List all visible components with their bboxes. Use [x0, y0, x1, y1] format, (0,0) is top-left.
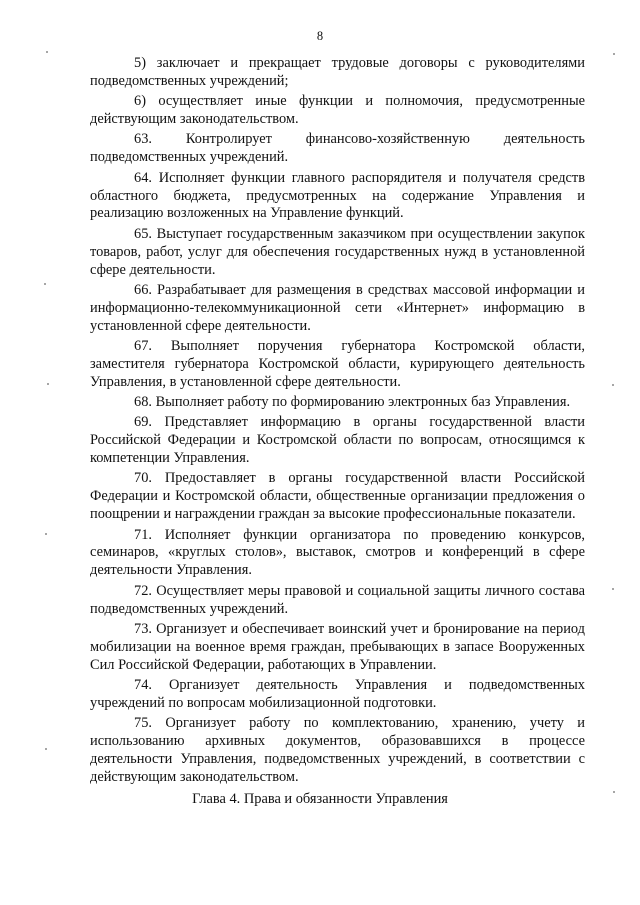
scan-mark: [45, 533, 47, 535]
paragraph-64: 64. Исполняет функции главного распорядителя и получателя средств областного бюджета, предусмотренных на содержание Управления и реализацию возложенных на Управление функций.: [90, 169, 585, 222]
scan-mark: [44, 283, 46, 285]
paragraph-67: 67. Выполняет поручения губернатора Костромской области, заместителя губернатора Костромской области, курирующего деятельность Управления, в установленной сфере деятельности.: [90, 337, 585, 390]
page-number: 8: [316, 29, 324, 43]
scan-mark: [612, 384, 614, 386]
paragraph-63: 63. Контролирует финансово-хозяйственную деятельность подведомственных учреждений.: [90, 131, 585, 166]
paragraph-71: 71. Исполняет функции организатора по проведению конкурсов, семинаров, «круглых столов», выставок, смотров и конференций в сфере деятельности Управления.: [90, 526, 585, 579]
paragraph-65: 65. Выступает государственным заказчиком при осуществлении закупок товаров, работ, услуг для обеспечения государственных нужд в установленной сфере деятельности.: [90, 225, 585, 278]
scan-mark: [45, 748, 47, 750]
paragraph-item-5: 5) заключает и прекращает трудовые договоры с руководителями подведомственных учреждений;: [90, 55, 585, 89]
document-body: [90, 55, 585, 789]
scan-mark: [613, 791, 615, 793]
paragraph-73: 73. Организует и обеспечивает воинский учет и бронирование на период мобилизации на военное время граждан, пребывающих в запасе Вооруженных Сил Российской Федерации, работающих в Управлении.: [90, 620, 585, 673]
paragraph-75: 75. Организует работу по комплектованию, хранению, учету и использованию архивных документов, образовавшихся в процессе деятельности Управления, подведомственных учреждений, в соответствии с действующим законодательством.: [90, 715, 585, 785]
scan-mark: [47, 383, 49, 385]
scan-mark: [612, 588, 614, 590]
paragraph-74: 74. Организует деятельность Управления и подведомственных учреждений по вопросам мобилизационной подготовки.: [90, 676, 585, 711]
paragraph-70: 70. Предоставляет в органы государственной власти Российской Федерации и Костромской области, общественные организации предложения о поощрении и награждении граждан за высокие профессиональные показатели.: [90, 470, 585, 523]
paragraph-68: 68. Выполняет работу по формированию электронных баз Управления.: [134, 394, 571, 411]
chapter-heading: Глава 4. Права и обязанности Управления: [192, 791, 448, 807]
paragraph-69: 69. Представляет информацию в органы государственной власти Российской Федерации и Костромской области по вопросам, относящимся к компетенции Управления.: [90, 414, 585, 467]
scan-mark: [613, 53, 615, 55]
paragraph-72: 72. Осуществляет меры правовой и социальной защиты личного состава подведомственных учреждений.: [90, 582, 585, 617]
scan-mark: [46, 51, 48, 53]
paragraph-item-6: 6) осуществляет иные функции и полномочия, предусмотренные действующим законодательством.: [90, 93, 585, 128]
paragraph-66: 66. Разрабатывает для размещения в средствах массовой информации и информационно-телекоммуникационной сети «Интернет» информацию в установленной сфере деятельности.: [90, 281, 585, 334]
